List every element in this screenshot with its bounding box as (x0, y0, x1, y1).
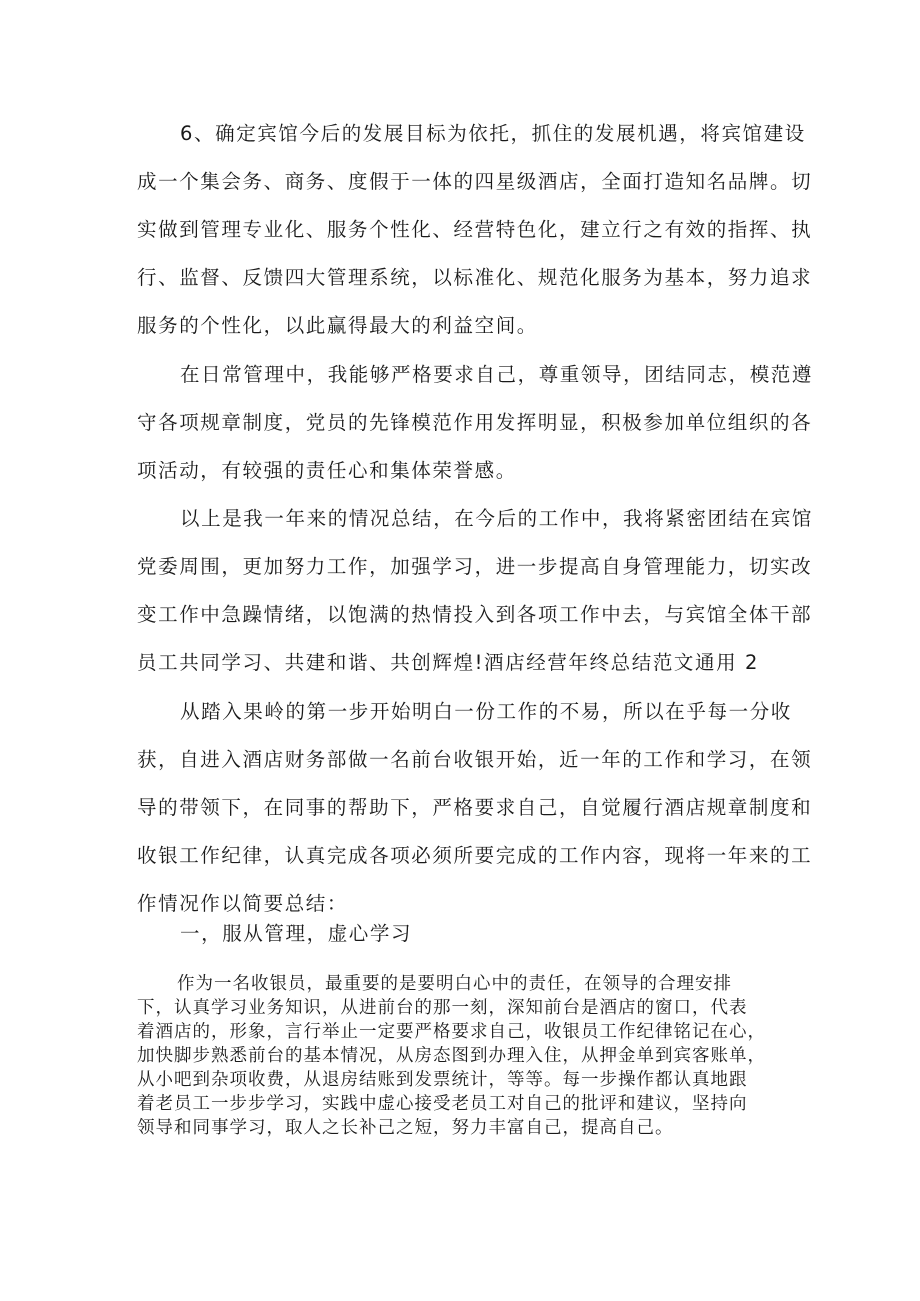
text-line: 着酒店的，形象，言行举止一定要严格要求自己，收银员工作纪律铭记在心， (137, 1022, 766, 1042)
text-line: 导的带领下，在同事的帮助下，严格要求自己，自觉履行酒店规章制度和 (137, 796, 813, 819)
text-line: 从小吧到杂项收费，从退房结账到发票统计，等等。每一步操作都认真地跟 (137, 1070, 748, 1090)
text-line: 获，自进入酒店财务部做一名前台收银开始，近一年的工作和学习，在领 (137, 748, 813, 771)
text-line: 6、确定宾馆今后的发展目标为依托，抓住的发展机遇，将宾馆建设 (180, 122, 806, 145)
text-line: 从踏入果岭的第一步开始明白一份工作的不易，所以在乎每一分收 (180, 700, 792, 723)
text-line: 以上是我一年来的情况总结，在今后的工作中，我将紧密团结在宾馆 (180, 507, 814, 530)
text-line: 项活动，有较强的责任心和集体荣誉感。 (137, 459, 517, 482)
text-line: 服务的个性化，以此赢得最大的利益空间。 (137, 314, 538, 337)
text-line: 员工共同学习、共建和谐、共创辉煌!酒店经营年终总结范文通用 2 (137, 651, 760, 674)
text-line: 领导和同事学习，取人之长补己之短，努力丰富自己，提高自己。 (137, 1118, 674, 1138)
text-line: 下，认真学习业务知识，从进前台的那一刻，深知前台是酒店的窗口，代表 (137, 998, 748, 1018)
text-line: 作为一名收银员，最重要的是要明白心中的责任，在领导的合理安排 (177, 974, 732, 994)
text-line: 守各项规章制度，党员的先锋模范作用发挥明显，积极参加单位组织的各 (137, 411, 813, 434)
text-line: 作情况作以简要总结： (137, 892, 349, 915)
text-line: 变工作中急躁情绪，以饱满的热情投入到各项工作中去，与宾馆全体干部 (137, 603, 813, 626)
text-line: 一，服从管理，虚心学习 (180, 922, 413, 945)
text-line: 实做到管理专业化、服务个性化、经营特色化，建立行之有效的指挥、执 (137, 218, 813, 241)
document-body-dense (137, 972, 787, 1140)
text-line: 党委周围，更加努力工作，加强学习，进一步提高自身管理能力，切实改 (137, 555, 813, 578)
text-line: 成一个集会务、商务、度假于一体的四星级酒店，全面打造知名品牌。切 (137, 170, 813, 193)
text-line: 收银工作纪律，认真完成各项必须所要完成的工作内容，现将一年来的工 (137, 844, 813, 867)
text-line: 着老员工一步步学习，实践中虚心接受老员工对自己的批评和建议，坚持向 (137, 1094, 748, 1114)
text-line: 加快脚步熟悉前台的基本情况，从房态图到办理入住，从押金单到宾客账单， (137, 1046, 766, 1066)
text-line: 在日常管理中，我能够严格要求自己，尊重领导，团结同志，模范遵 (180, 363, 814, 386)
text-line: 行、监督、反馈四大管理系统，以标准化、规范化服务为基本，努力追求 (137, 266, 813, 289)
